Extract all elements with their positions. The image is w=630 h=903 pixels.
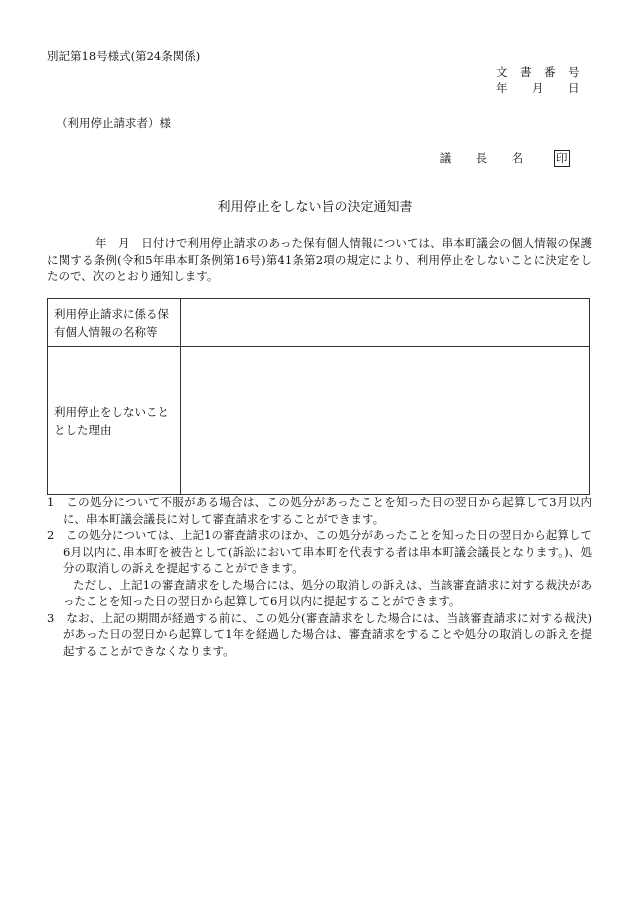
seal-box: 印 bbox=[556, 151, 568, 165]
notes-section bbox=[47, 494, 592, 659]
table-row bbox=[48, 299, 590, 347]
sender-block bbox=[440, 150, 570, 167]
row-label-info-name: 利用停止請求に係る保有個人情報の名称等 bbox=[48, 299, 181, 347]
row-value-reason bbox=[181, 347, 590, 495]
info-table bbox=[47, 298, 590, 495]
note-1: 1 この処分について不服がある場合は、この処分があったことを知った日の翌日から起算して3月以内に、串本町議会議長に対して審査請求をすることができます。 bbox=[47, 495, 592, 526]
row-label-reason: 利用停止をしないこととした理由 bbox=[48, 347, 181, 495]
note-2: 2 この処分については、上記1の審査請求のほか、この処分があったことを知った日の翌日から起算して6月以内に､串本町を被告として(訴訟において串本町を代表する者は串本町議会議長となります。)、処分の取消しの訴えを提起することができます。 bbox=[47, 528, 592, 575]
date-label: 年 月 日 bbox=[496, 81, 580, 95]
row-value-info-name bbox=[181, 299, 590, 347]
table-row bbox=[48, 347, 590, 495]
body-paragraph: 年 月 日付けで利用停止請求のあった保有個人情報については、串本町議会の個人情報の保護に関する条例(令和5年串本町条例第16号)第41条第2項の規定により、利用停止をしないことに決定をしたので、次のとおり通知します。 bbox=[47, 236, 592, 283]
recipient-line: （利用停止請求者）様 bbox=[56, 116, 171, 130]
document-number-label: 文 書 番 号 bbox=[496, 65, 580, 79]
sender-title: 議 長 名 bbox=[439, 151, 524, 165]
note-3: 3 なお、上記の期間が経過する前に、この処分(審査請求をした場合には、当該審査請求に対する裁決)があった日の翌日から起算して1年を経過した場合は、審査請求をすることや処分の取消しの訴えを提起することができなくなります。 bbox=[47, 610, 592, 658]
document-title: 利用停止をしない旨の決定通知書 bbox=[217, 200, 413, 215]
form-reference: 別記第18号様式(第24条関係) bbox=[47, 49, 201, 63]
note-2-proviso: ただし、上記1の審査請求をした場合には、処分の取消しの訴えは、当該審査請求に対する裁決があったことを知った日の翌日から起算して6月以内に提起することができます。 bbox=[63, 577, 592, 608]
